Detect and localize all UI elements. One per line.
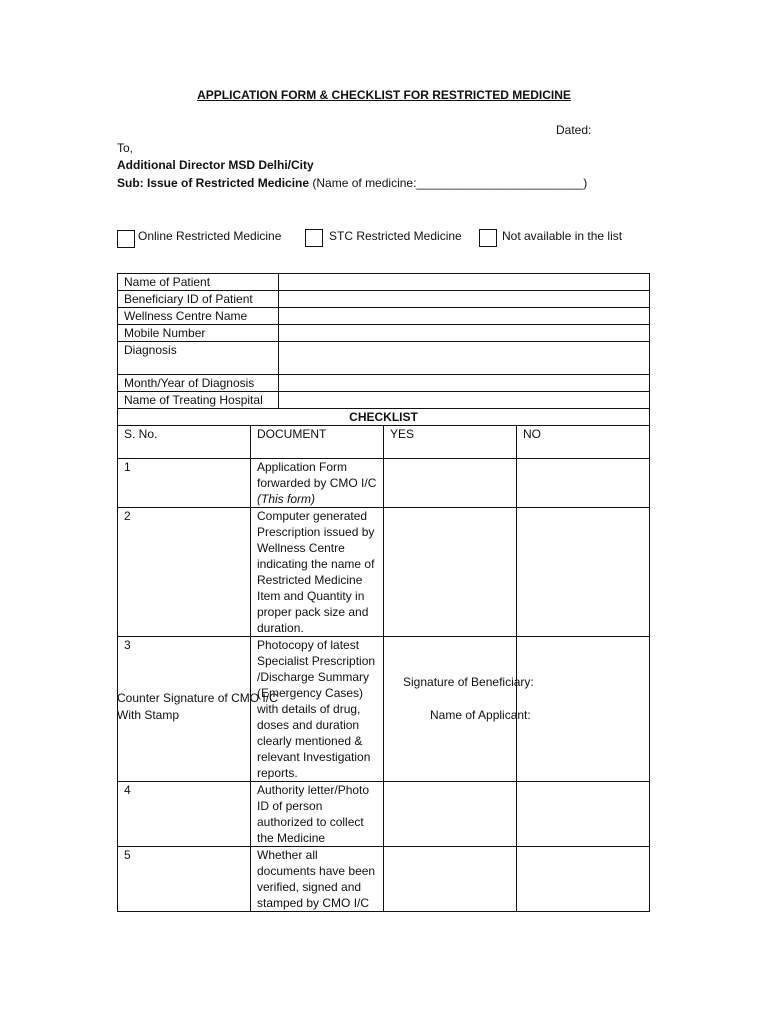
no-cell[interactable] xyxy=(517,782,650,847)
info-label-mobile: Mobile Number xyxy=(118,325,279,342)
sno-header: S. No. xyxy=(118,426,251,459)
signature-beneficiary-label: Signature of Beneficiary: xyxy=(403,675,534,689)
no-cell[interactable] xyxy=(517,637,650,782)
subject-heading: Sub: Issue of Restricted Medicine xyxy=(117,176,310,190)
online-restricted-label: Online Restricted Medicine xyxy=(138,229,282,243)
info-label-hospital: Name of Treating Hospital xyxy=(118,392,279,409)
checklist-header-row xyxy=(118,426,650,459)
row-document: Whether all documents have been verified, signed and stamped by CMO I/C xyxy=(251,847,384,912)
info-label-wellness-centre: Wellness Centre Name xyxy=(118,308,279,325)
form-title: APPLICATION FORM & CHECKLIST FOR RESTRICTED MEDICINE xyxy=(197,88,571,102)
no-header: NO xyxy=(517,426,650,459)
yes-header: YES xyxy=(384,426,517,459)
mobile-number-field[interactable] xyxy=(279,325,650,342)
dated-label: Dated: xyxy=(556,123,592,137)
not-available-label: Not available in the list xyxy=(502,229,623,243)
info-row xyxy=(118,392,650,409)
checklist-heading-row xyxy=(118,409,650,426)
yes-cell[interactable] xyxy=(384,508,517,637)
checklist-row xyxy=(118,459,650,508)
checklist-row xyxy=(118,508,650,637)
info-label-diagnosis: Diagnosis xyxy=(118,342,279,375)
info-row xyxy=(118,342,650,375)
to-label: To, xyxy=(117,141,134,155)
diagnosis-date-field[interactable] xyxy=(279,375,650,392)
row-document: Computer generated Prescription issued by Wellness Centre indicating the name of Restricted Medicine Item and Quantity in proper pack size and duration. xyxy=(251,508,384,637)
document-text: Application Form forwarded by CMO I/C xyxy=(257,460,377,490)
yes-cell[interactable] xyxy=(384,847,517,912)
beneficiary-id-field[interactable] xyxy=(279,291,650,308)
info-label-patient-name: Name of Patient xyxy=(118,274,279,291)
row-number: 2 xyxy=(118,508,251,637)
info-row xyxy=(118,375,650,392)
info-row xyxy=(118,274,650,291)
row-number: 1 xyxy=(118,459,251,508)
stc-restricted-label: STC Restricted Medicine xyxy=(329,229,462,243)
yes-cell[interactable] xyxy=(384,782,517,847)
yes-cell[interactable] xyxy=(384,459,517,508)
row-number: 4 xyxy=(118,782,251,847)
not-available-checkbox[interactable] xyxy=(479,229,497,247)
info-row xyxy=(118,308,650,325)
checklist-table xyxy=(117,408,650,912)
with-stamp-label: With Stamp xyxy=(117,708,180,722)
info-label-beneficiary-id: Beneficiary ID of Patient xyxy=(118,291,279,308)
checklist-row xyxy=(118,782,650,847)
patient-info-table xyxy=(117,273,650,409)
patient-name-field[interactable] xyxy=(279,274,650,291)
row-document: Photocopy of latest Specialist Prescription /Discharge Summary (Emergency Cases) with details of drug, doses and duration clearly mentioned & relevant Investigation reports. xyxy=(251,637,384,782)
row-number: 5 xyxy=(118,847,251,912)
online-restricted-checkbox[interactable] xyxy=(117,230,135,248)
subject-line xyxy=(117,175,587,191)
treating-hospital-field[interactable] xyxy=(279,392,650,409)
info-label-diagnosis-date: Month/Year of Diagnosis xyxy=(118,375,279,392)
stc-restricted-checkbox[interactable] xyxy=(305,229,323,247)
info-row xyxy=(118,291,650,308)
row-document: Authority letter/Photo ID of person authorized to collect the Medicine xyxy=(251,782,384,847)
checklist-row xyxy=(118,847,650,912)
counter-signature-label: Counter Signature of CMO I/C xyxy=(117,691,278,705)
document-header: DOCUMENT xyxy=(251,426,384,459)
row-number: 3 xyxy=(118,637,251,782)
row-document xyxy=(251,459,384,508)
wellness-centre-field[interactable] xyxy=(279,308,650,325)
subject-medicine-name: (Name of medicine:_________________________) xyxy=(309,176,588,190)
diagnosis-field[interactable] xyxy=(279,342,650,375)
name-of-applicant-label: Name of Applicant: xyxy=(430,708,531,722)
no-cell[interactable] xyxy=(517,847,650,912)
no-cell[interactable] xyxy=(517,508,650,637)
checklist-row xyxy=(118,637,650,782)
info-row xyxy=(118,325,650,342)
addressee: Additional Director MSD Delhi/City xyxy=(117,158,314,172)
no-cell[interactable] xyxy=(517,459,650,508)
checklist-heading: CHECKLIST xyxy=(118,409,650,426)
document-note: (This form) xyxy=(257,492,315,506)
